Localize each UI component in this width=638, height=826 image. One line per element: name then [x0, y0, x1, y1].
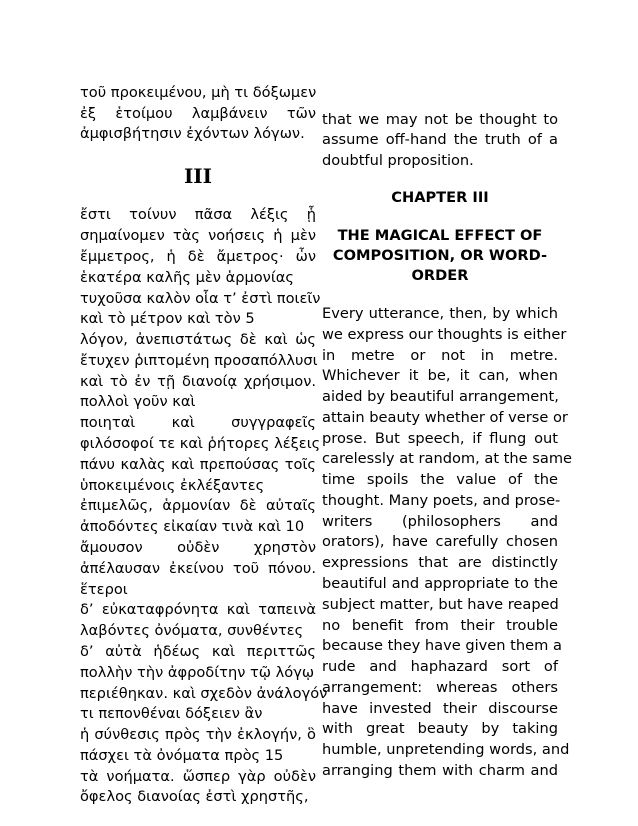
english-line: expressions that are distinctly [322, 554, 558, 571]
greek-intro-line: ἐξ ἑτοίμου λαμβάνειν τῶν [80, 105, 316, 122]
greek-line: ἔτυχεν ῥιπτομένη προσαπόλλυσι [80, 352, 318, 369]
greek-line: καὶ τὸ μέτρον καὶ τὸν 5 [80, 310, 255, 327]
english-line: beautiful and appropriate to the [322, 575, 558, 592]
chapter-heading: CHAPTER III [391, 189, 489, 206]
greek-intro-line: ἀμφισβήτησιν ἐχόντων λόγων. [80, 125, 305, 142]
greek-line: πάνυ καλὰς καὶ πρεπούσας τοῖς [80, 456, 316, 473]
greek-line: φιλόσοφοί τε καὶ ῥήτορες λέξεις [80, 435, 321, 452]
english-line: thought. Many poets, and prose- [322, 492, 561, 509]
english-line: arrangement: whereas others [322, 679, 558, 696]
greek-intro-line: τοῦ προκειμένου, μὴ τι δόξωμεν [80, 84, 317, 101]
chapter-title-line: COMPOSITION, OR WORD- [332, 247, 548, 264]
greek-line: πολλοὶ γοῦν καὶ [80, 393, 196, 410]
greek-line: σημαίνομεν τὰς νοήσεις ἡ μὲν [80, 227, 316, 244]
greek-line: καὶ τὸ ἐν τῇ διανοίᾳ χρήσιμον. [80, 373, 316, 390]
greek-line: λαβόντες ὀνόματα, συνθέντες [80, 622, 304, 639]
english-line: because they have given them a [322, 637, 562, 654]
english-line: writers (philosophers and [322, 513, 558, 530]
greek-line: ποιηταὶ καὶ συγγραφεῖς [80, 414, 316, 431]
chapter-title-line: THE MAGICAL EFFECT OF [337, 227, 543, 244]
greek-line: πολλὴν τὴν ἀφροδίτην τῷ λόγῳ [80, 664, 315, 681]
greek-line: ἔστι τοίνυν πᾶσα λέξις ᾗ [80, 206, 316, 223]
greek-line: ἕτεροι [80, 581, 128, 598]
english-line: humble, unpretending words, and [322, 741, 570, 758]
english-line: attain beauty whether of verse or [322, 409, 568, 426]
greek-line: δ’ αὐτὰ ἡδέως καὶ περιττῶς [80, 643, 316, 660]
english-line: rude and haphazard sort of [322, 658, 558, 675]
greek-line: ἑκατέρα καλῆς μὲν ἁρμονίας [80, 269, 294, 286]
english-line: with great beauty by taking [322, 720, 558, 737]
english-line: Every utterance, then, by which [322, 305, 558, 322]
greek-line: τὰ νοήματα. ὥσπερ γὰρ οὐδὲν [80, 768, 316, 785]
greek-line: ἔμμετρος, ἡ δὲ ἄμετρος· ὧν [80, 248, 316, 265]
english-intro-line: doubtful proposition. [322, 152, 474, 169]
chapter-title-line: ORDER [411, 267, 469, 284]
english-line: Whichever it be, it can, when [322, 367, 558, 384]
greek-line: τι πεπονθέναι δόξειεν ἂν [80, 705, 263, 722]
greek-line: ἡ σύνθεσις πρὸς τὴν ἐκλογήν, ὃ [80, 726, 316, 743]
greek-line: δ’ εὐκαταφρόνητα καὶ ταπεινὰ [80, 601, 316, 618]
english-line: in metre or not in metre. [322, 347, 558, 364]
greek-line: ἐπιμελῶς, ἁρμονίαν δὲ αὐταῖς [80, 497, 316, 514]
english-line: arranging them with charm and [322, 762, 558, 779]
greek-line: ὑποκειμένοις ἐκλέξαντες [80, 477, 265, 494]
english-line: have invested their discourse [322, 700, 558, 717]
english-line: carelessly at random, at the same [322, 450, 573, 467]
english-line: no benefit from their trouble [322, 617, 558, 634]
english-line: orators), have carefully chosen [322, 533, 558, 550]
greek-line: λόγον, ἀνεπιστάτως δὲ καὶ ὡς [80, 331, 316, 348]
greek-line: ἀποδόντες εἰκαίαν τινὰ καὶ 10 [80, 518, 305, 535]
english-line: prose. But speech, if flung out [322, 430, 558, 447]
greek-line: πάσχει τὰ ὀνόματα πρὸς 15 [80, 747, 284, 764]
english-intro-line: assume off-hand the truth of a [322, 131, 558, 148]
greek-line: ὄφελος διανοίας ἐστὶ χρηστῆς, [80, 788, 309, 805]
greek-line: ἄμουσον οὐδὲν χρηστὸν [80, 539, 316, 556]
english-line: aided by beautiful arrangement, [322, 388, 559, 405]
greek-line: ἀπέλαυσαν ἐκείνου τοῦ πόνου. [80, 560, 316, 577]
english-line: we express our thoughts is either [322, 326, 567, 343]
greek-line: περιέθηκαν. καὶ σχεδὸν ἀνάλογόν [80, 685, 328, 702]
english-line: subject matter, but have reaped [322, 596, 559, 613]
english-line: time spoils the value of the [322, 471, 558, 488]
greek-line: τυχοῦσα καλὸν οἷα τ’ ἐστὶ ποιεῖν [80, 290, 321, 307]
greek-section-heading: III [183, 164, 213, 188]
english-intro-line: that we may not be thought to [322, 111, 558, 128]
